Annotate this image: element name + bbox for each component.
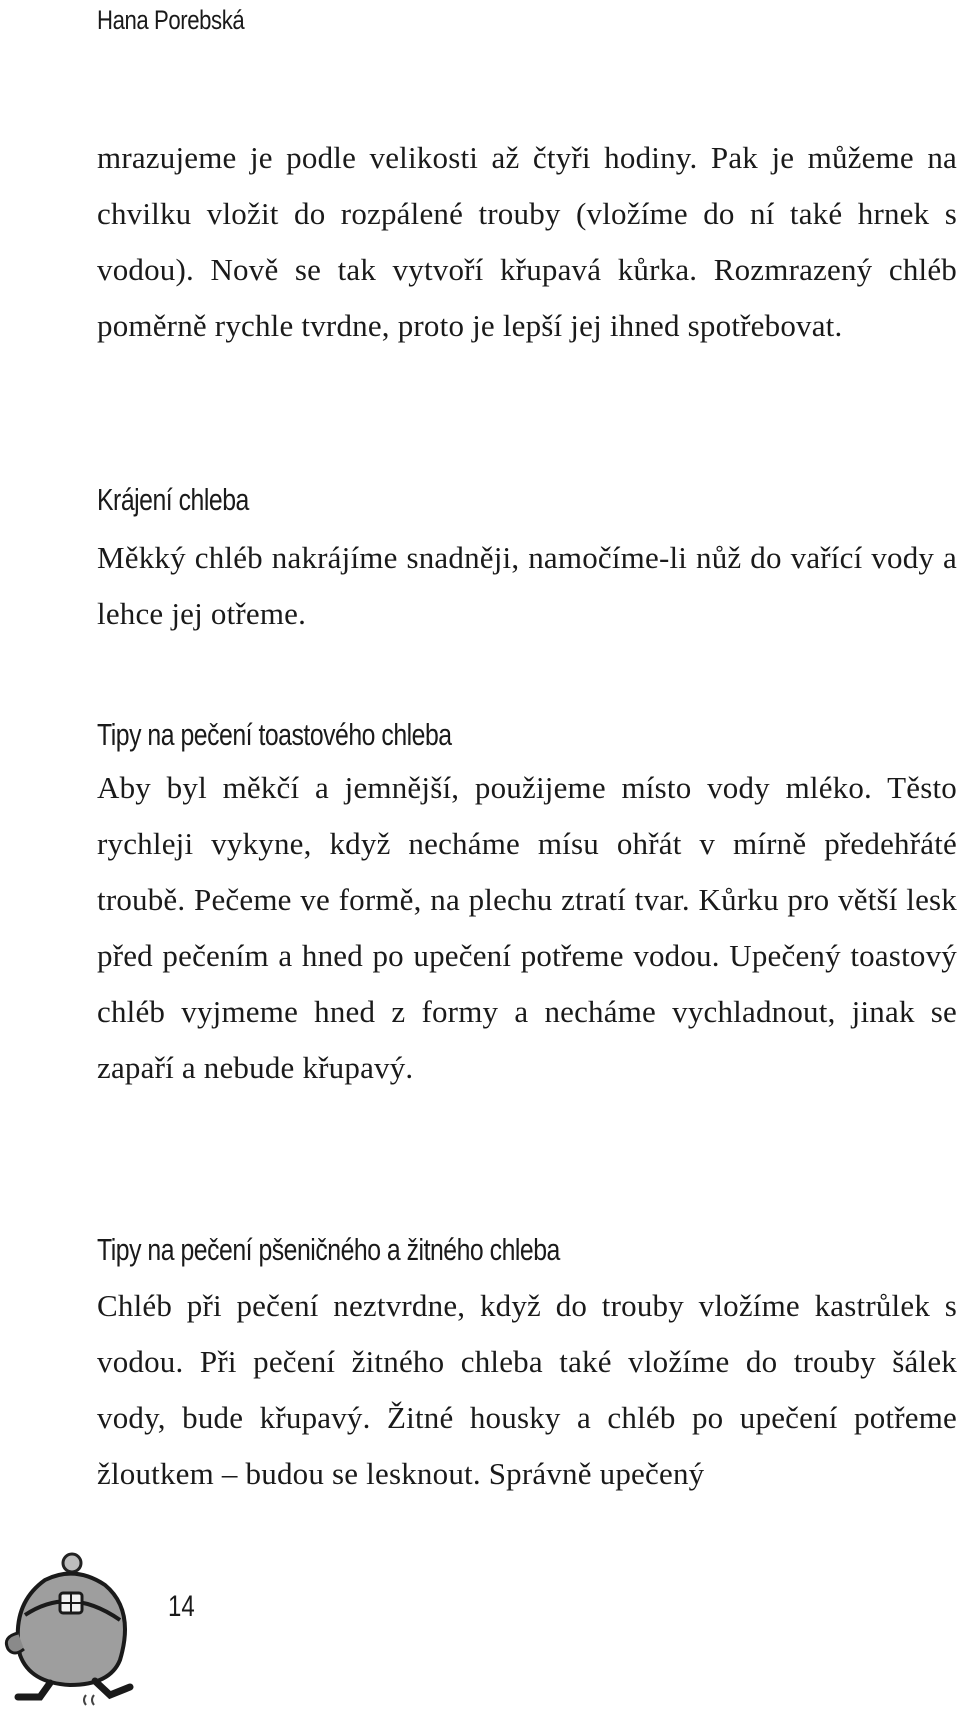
- paragraph: Chléb při pečení neztvrdne, když do trouby vložíme kastrůlek s vodou. Při pečení žitného chleba také vložíme do trouby šálek vody, bude křupavý. Žitné housky a chléb po upečení potřeme žloutkem – budou se lesknout. Správně upečený: [97, 1288, 957, 1491]
- paragraph: mrazujeme je podle velikosti až čtyři hodiny. Pak je můžeme na chvilku vložit do rozpálené trouby (vložíme do ní také hrnek s vodou). Nově se tak vytvoří křupavá kůrka. Rozmrazený chléb poměrně rychle tvrdne, proto je lepší jej ihned spotřebovat.: [97, 140, 957, 343]
- paragraph: Měkký chléb nakrájíme snadněji, namočíme-li nůž do vařící vody a lehce jej otřeme.: [97, 540, 957, 631]
- section-heading: Krájení chleba: [97, 482, 249, 517]
- running-header-author: Hana Porebská: [97, 5, 245, 35]
- section-heading: Tipy na pečení pšeničného a žitného chleba: [97, 1232, 560, 1267]
- walking-pot-icon: [0, 1545, 160, 1706]
- page-number: 14: [168, 1590, 195, 1623]
- section-heading: Tipy na pečení toastového chleba: [97, 717, 452, 752]
- paragraph: Aby byl měkčí a jemnější, použijeme místo vody mléko. Těsto rychleji vykyne, když necháme mísu ohřát v mírně předehřáté troubě. Pečeme ve formě, na plechu ztratí tvar. Kůrku pro větší lesk před pečením a hned po upečení potřeme vodou. Upečený toastový chléb vyjmeme hned z formy a necháme vychladnout, jinak se zapaří a nebude křupavý.: [97, 770, 957, 1085]
